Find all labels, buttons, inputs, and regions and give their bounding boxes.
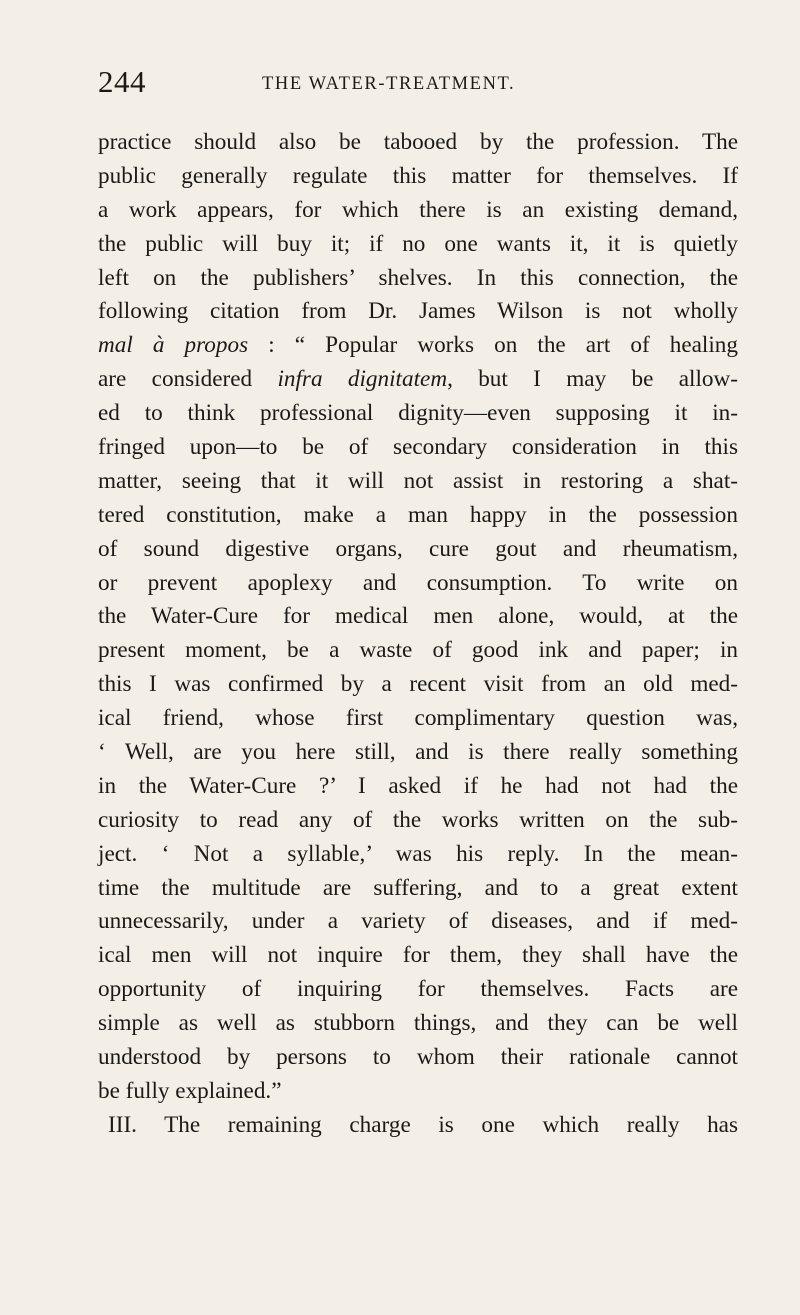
text-line bbox=[98, 329, 738, 363]
text-line: a work appears, for which there is an existing demand, bbox=[98, 196, 738, 223]
text-line: in the Water-Cure ?’ I asked if he had not had the bbox=[98, 772, 738, 799]
text-line: curiosity to read any of the works written on the sub- bbox=[98, 806, 738, 833]
text-line bbox=[98, 363, 738, 397]
text-line: or prevent apoplexy and consumption. To write on bbox=[98, 569, 738, 596]
page-number: 244 bbox=[98, 64, 146, 99]
italic-phrase: infra dignitatem bbox=[277, 366, 448, 393]
text-line: time the multitude are suffering, and to a great extent bbox=[98, 874, 738, 901]
text-line: matter, seeing that it will not assist in restoring a shat- bbox=[98, 467, 738, 494]
text-line: following citation from Dr. James Wilson is not wholly bbox=[98, 298, 738, 325]
text-line: ical friend, whose first complimentary question was, bbox=[98, 705, 738, 732]
text-line: tered constitution, make a man happy in the possession bbox=[98, 501, 738, 528]
text-line: unnecessarily, under a variety of diseases, and if med- bbox=[98, 908, 738, 935]
text-line: the public will buy it; if no one wants it, it is quietly bbox=[98, 230, 738, 257]
text-line: be fully explained.” bbox=[98, 1077, 282, 1104]
text-fragment: : “ Popular works on the art of healing bbox=[248, 332, 738, 359]
text-line: practice should also be tabooed by the profession. The bbox=[98, 129, 738, 155]
text-fragment: , but I may be allow- bbox=[447, 366, 738, 393]
text-line: understood by persons to whom their rationale cannot bbox=[98, 1044, 738, 1071]
text-line: ‘ Well, are you here still, and is there really something bbox=[98, 739, 738, 766]
italic-phrase: mal à propos bbox=[98, 332, 249, 359]
text-line: III. The remaining charge is one which really has bbox=[108, 1111, 738, 1138]
running-head: THE WATER-TREATMENT. bbox=[262, 74, 516, 94]
text-line: ject. ‘ Not a syllable,’ was his reply. In the mean- bbox=[98, 840, 738, 867]
text-line: ed to think professional dignity—even supposing it in- bbox=[98, 400, 738, 427]
text-line: fringed upon—to be of secondary consideration in this bbox=[98, 434, 738, 461]
text-line: present moment, be a waste of good ink and paper; in bbox=[98, 637, 738, 664]
page-header bbox=[98, 62, 738, 102]
text-line: ical men will not inquire for them, they shall have the bbox=[98, 942, 738, 969]
body-text bbox=[98, 126, 738, 1143]
text-line: this I was confirmed by a recent visit from an old med- bbox=[98, 671, 738, 698]
text-line: left on the publishers’ shelves. In this connection, the bbox=[98, 264, 738, 291]
text-line: opportunity of inquiring for themselves. Facts are bbox=[98, 976, 738, 1003]
text-line: public generally regulate this matter for themselves. If bbox=[98, 162, 738, 189]
text-line: of sound digestive organs, cure gout and rheumatism, bbox=[98, 535, 738, 562]
text-line: simple as well as stubborn things, and they can be well bbox=[98, 1010, 738, 1037]
text-fragment: are considered bbox=[98, 366, 278, 393]
text-line: the Water-Cure for medical men alone, would, at the bbox=[98, 603, 738, 630]
